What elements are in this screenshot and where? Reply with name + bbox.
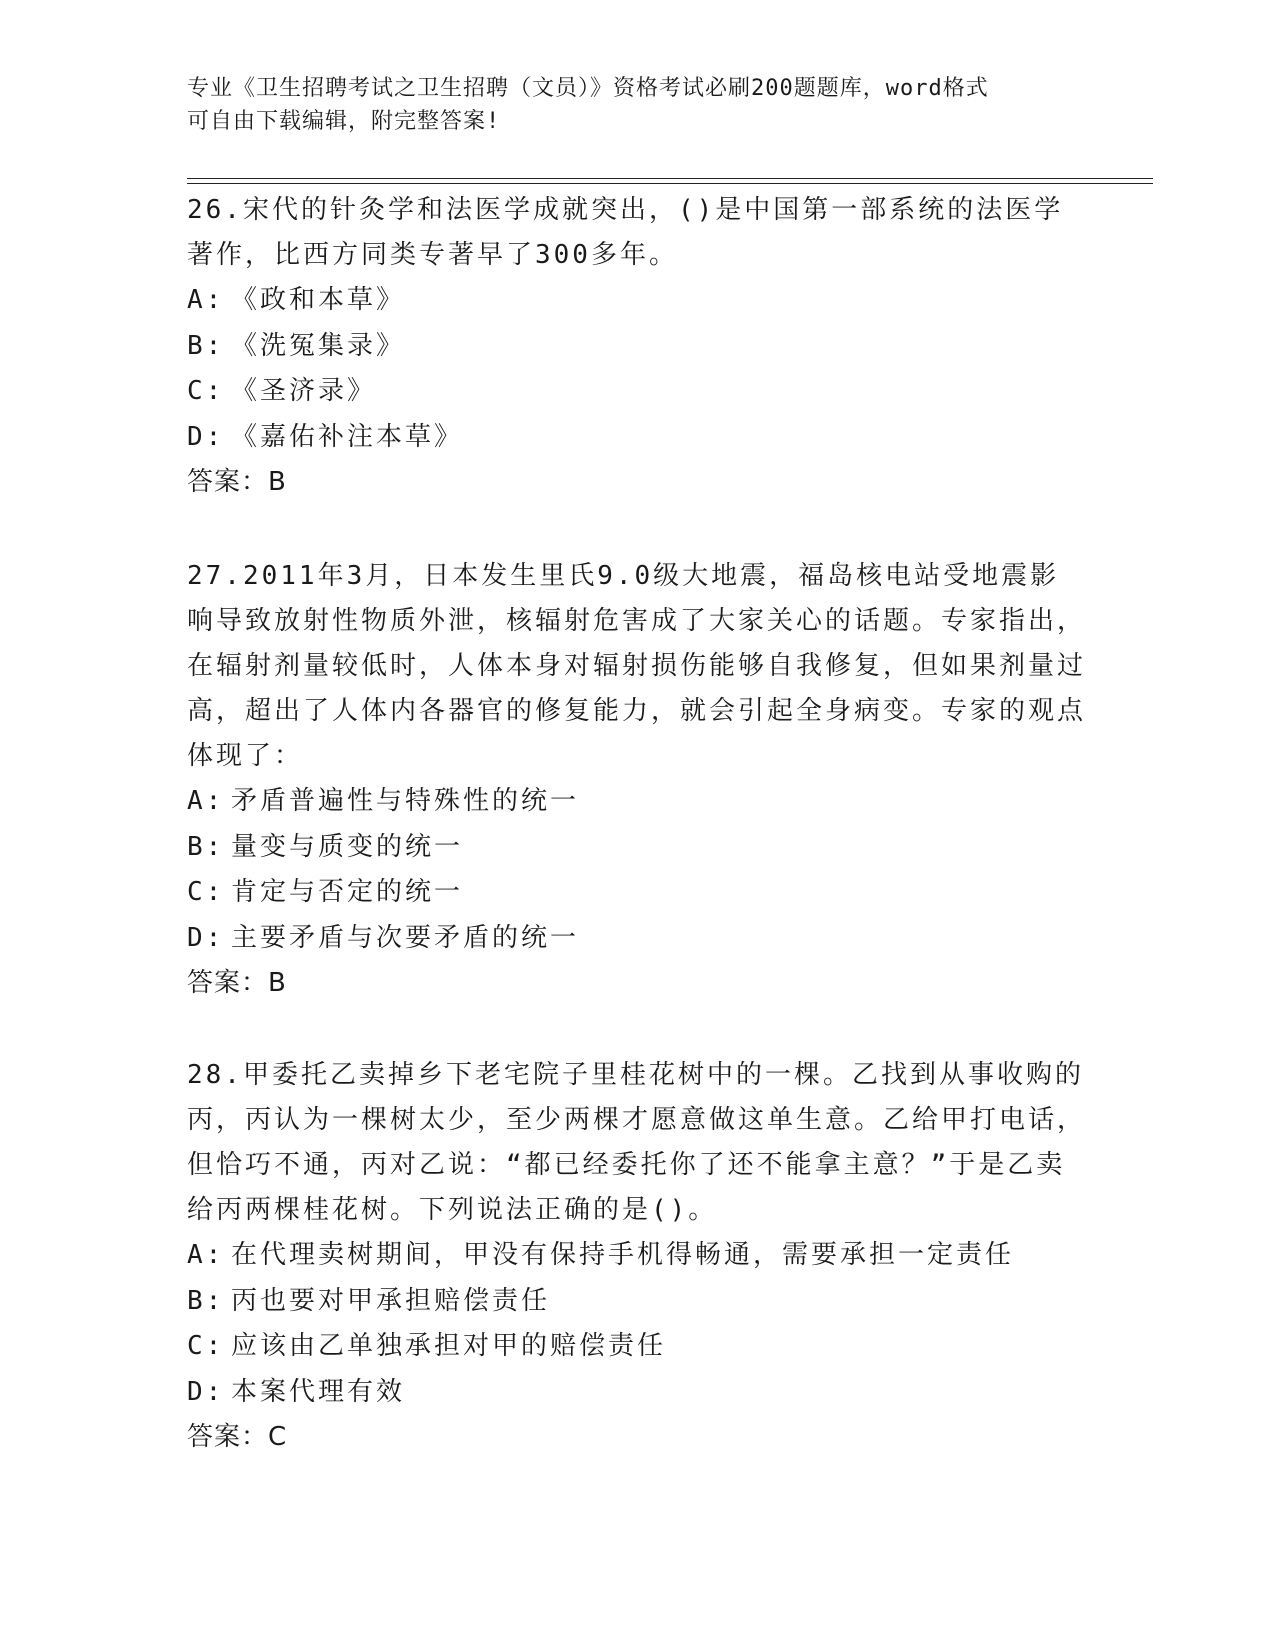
question-27 — [187, 554, 1087, 1005]
option-c — [187, 870, 1087, 916]
option-key: A: — [187, 786, 225, 816]
option-text: 应该由乙单独承担对甲的赔偿责任 — [231, 1331, 667, 1361]
option-text: 《圣济录》 — [231, 376, 377, 406]
header-line-2: 可自由下载编辑，附完整答案! — [187, 109, 501, 134]
option-text: 矛盾普遍性与特殊性的统一 — [231, 786, 580, 816]
option-a — [187, 779, 1087, 825]
option-b — [187, 1279, 1087, 1325]
option-key: B: — [187, 831, 225, 862]
question-26 — [187, 188, 1087, 504]
question-stem: 28.甲委托乙卖掉乡下老宅院子里桂花树中的一棵。乙找到从事收购的丙，丙认为一棵树太少，至少两棵才愿意做这单生意。乙给甲打电话，但恰巧不通，丙对乙说：“都已经委托你了还不能拿主意？”于是乙卖给丙两棵桂花树。下列说法正确的是()。 — [187, 1060, 1087, 1225]
option-d — [187, 1370, 1087, 1416]
option-key: D: — [187, 421, 225, 452]
answer-line: 答案：C — [187, 1422, 288, 1452]
option-text: 本案代理有效 — [231, 1376, 406, 1407]
option-key: D: — [187, 922, 225, 953]
option-d — [187, 916, 1087, 962]
option-text: 《洗冤集录》 — [231, 330, 406, 361]
option-key: C: — [187, 877, 225, 907]
header-divider-top — [187, 178, 1153, 179]
question-stem: 27.2011年3月，日本发生里氏9.0级大地震，福岛核电站受地震影响导致放射性物质外泄，核辐射危害成了大家关心的话题。专家指出，在辐射剂量较低时，人体本身对辐射损伤能够自我修复，但如果剂量过高，超出了人体内各器官的修复能力，就会引起全身病变。专家的观点体现了： — [187, 561, 1087, 771]
option-key: B: — [187, 1285, 225, 1316]
question-stem: 26.宋代的针灸学和法医学成就突出，()是中国第一部系统的法医学著作，比西方同类专著早了300多年。 — [187, 195, 1064, 270]
header-divider-bottom — [187, 183, 1153, 184]
option-a — [187, 1233, 1087, 1279]
option-text: 《政和本草》 — [231, 285, 406, 315]
answer-line: 答案：B — [187, 467, 287, 497]
option-text: 主要矛盾与次要矛盾的统一 — [231, 922, 580, 953]
option-text: 《嘉佑补注本草》 — [231, 421, 464, 452]
option-c — [187, 369, 1087, 415]
option-key: B: — [187, 330, 225, 361]
header-line-1: 专业《卫生招聘考试之卫生招聘（文员）》资格考试必刷200题题库，word格式 — [187, 76, 989, 101]
answer-line: 答案：B — [187, 968, 287, 998]
option-b — [187, 825, 1087, 871]
option-key: A: — [187, 1240, 225, 1270]
option-c — [187, 1324, 1087, 1370]
option-key: C: — [187, 376, 225, 406]
document-header — [187, 72, 1087, 138]
option-key: D: — [187, 1376, 225, 1407]
option-d — [187, 415, 1087, 461]
option-a — [187, 278, 1087, 324]
option-text: 丙也要对甲承担赔偿责任 — [231, 1285, 551, 1316]
option-b — [187, 324, 1087, 370]
option-text: 肯定与否定的统一 — [231, 877, 464, 907]
option-key: C: — [187, 1331, 225, 1361]
option-text: 在代理卖树期间，甲没有保持手机得畅通，需要承担一定责任 — [231, 1240, 1015, 1270]
option-key: A: — [187, 285, 225, 315]
question-28 — [187, 1053, 1087, 1459]
option-text: 量变与质变的统一 — [231, 831, 464, 862]
